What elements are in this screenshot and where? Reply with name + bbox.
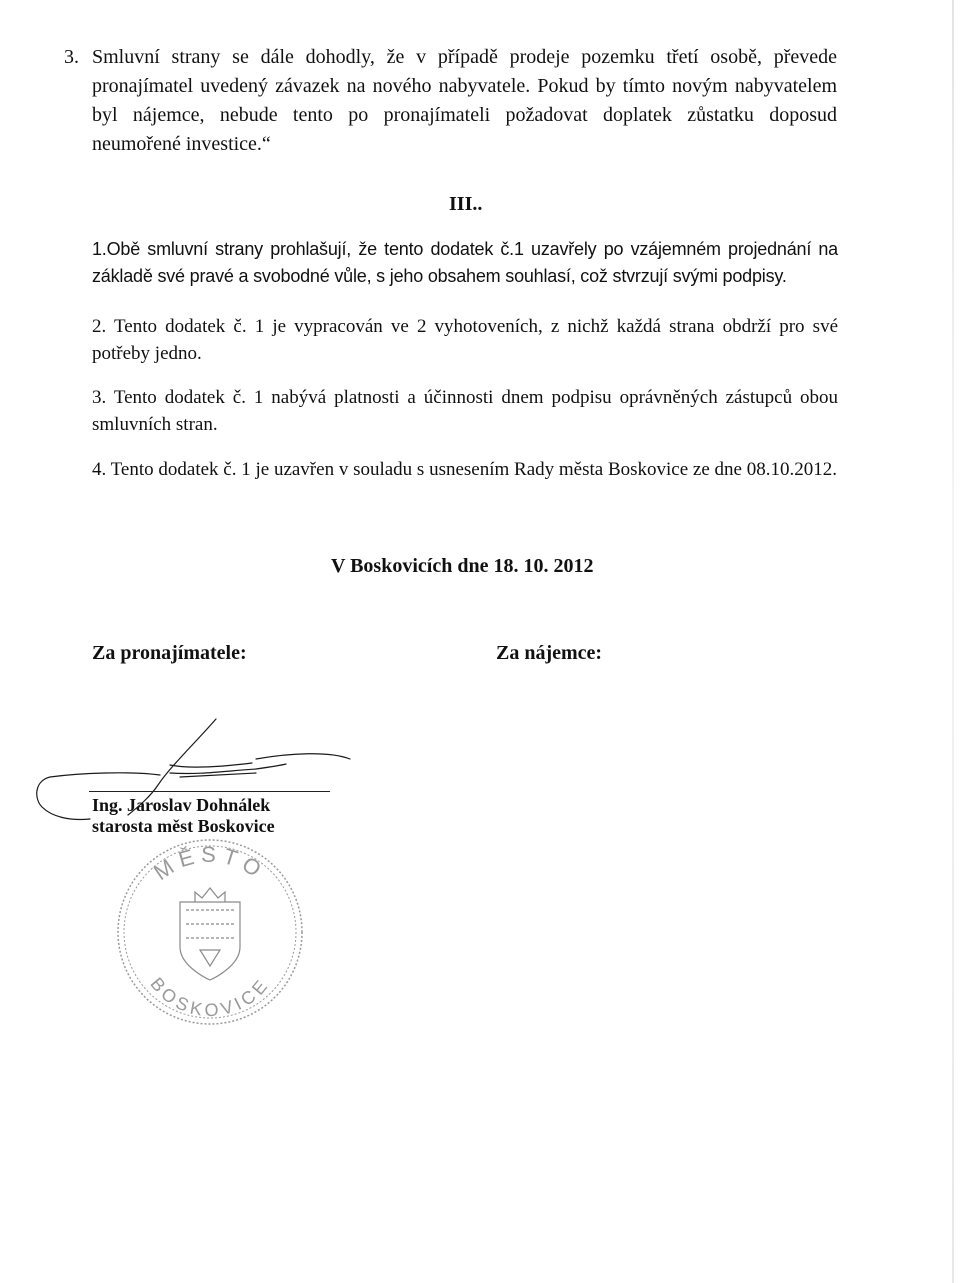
section-3-paragraph: [64, 43, 837, 159]
article-paragraph-1: 1.Obě smluvní strany prohlašují, že tento dodatek č.1 uzavřely po vzájemném projednání na základě své pravé a svobodné vůle, s jeho obsahem souhlasí, což stvrzují svými podpisy.: [92, 239, 838, 286]
lessee-signature-label: Za nájemce:: [496, 642, 603, 664]
seal-bottom-text: BOSKOVICE: [146, 973, 274, 1021]
section-3-text: Smluvní strany se dále dohodly, že v případě prodeje pozemku třetí osobě, převede pronajímatel uvedený závazek na nového nabyvatele. Pokud by tímto novým nabyvatelem byl nájemce, nebude tento po pronajímateli požadovat doplatek zůstatku doposud neumořené investice.“: [92, 46, 837, 155]
article-paragraph-2: 2. Tento dodatek č. 1 je vypracován ve 2 vyhotoveních, z nichž každá strana obdrží pro své potřeby jedno.: [92, 316, 838, 364]
lessor-signature-label: Za pronajímatele:: [92, 642, 247, 664]
scan-edge-shadow: [952, 0, 954, 1283]
town-seal-stamp: [110, 832, 310, 1032]
signature-line: [89, 791, 330, 792]
date-place-line: V Boskovicích dne 18. 10. 2012: [331, 555, 594, 577]
signer-name: Ing. Jaroslav Dohnálek: [92, 795, 271, 815]
signer-title: starosta měst Boskovice: [92, 816, 275, 836]
section-3-number: 3.: [64, 46, 79, 68]
coat-of-arms-icon: [180, 888, 240, 980]
svg-text:MĚSTO: [149, 842, 270, 885]
article-paragraph-3: 3. Tento dodatek č. 1 nabývá platnosti a účinnosti dnem podpisu oprávněných zástupců obou smluvních stran.: [92, 387, 838, 435]
seal-top-text: MĚSTO: [149, 841, 271, 886]
article-paragraph-4: 4. Tento dodatek č. 1 je uzavřen v souladu s usnesením Rady města Boskovice ze dne 08.10.2012.: [92, 459, 837, 480]
article-heading: III..: [449, 193, 483, 215]
